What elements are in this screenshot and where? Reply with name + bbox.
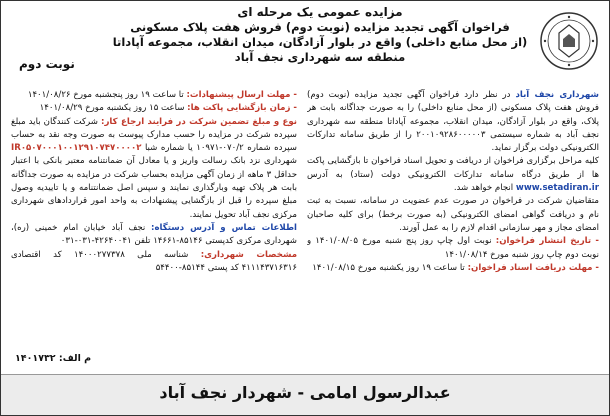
open-heading: - زمان بازگشایی پاکت ها: [187, 103, 297, 114]
contact-heading: اطلاعات تماس و آدرس دستگاه: [151, 222, 297, 233]
specs-heading: مشخصات شهرداری: [200, 249, 297, 260]
header [1, 5, 609, 71]
website-link[interactable]: www.setadiran.ir [515, 183, 599, 194]
contact-text: نجف آباد خیابان امام خمینی (ره)، شهرداری مرکزی کدپستی ۸۵۱۴۶-۱۴۶۶۱ تلفن ۴۲۶۴۰۰۴۱-۰۳۱-۰۳۱ [11, 222, 297, 247]
intro-paragraph [307, 89, 599, 155]
municipality-seal-icon [539, 11, 599, 71]
title-line-1: مزایده عمومی یک مرحله ای [237, 5, 403, 19]
guarantee-text-2: شهرداری نزد بانک رسالت واریز و یا معادل آن ضمانتنامه معتبر بانکی با اعتبار حداقل ۳ ماهه از زمان آگهی مزایده بحساب شرکت در مزایده به صورت جداگانه بابت هر پلاک تهیه وبارگذاری نمایند و سپس اصل ضمانتنامه و یا تاییدیه وصول مبلغ سپرده را قبل از بازگشایی پیشنهادات به واحد امور قراردادهای شهرداری مرکزی نجف آباد تحویل نمایند. [11, 156, 297, 220]
ad-code: م الف: ۱۴۰۱۷۳۲ [15, 353, 92, 364]
opening-time [11, 102, 297, 115]
mayor-signature: عبدالرسول امامی - شهردار نجف آباد [159, 383, 451, 402]
left-column [11, 89, 297, 367]
publish-heading: - تاریخ انتشار فراخوان: [495, 236, 599, 247]
registration-paragraph: متقاضیان شرکت در فراخوان در صورت عدم عضویت در سامانه، نسبت به ثبت نام و دریافت گواهی امضای الکترونیکی (به صورت برخط) برای کلیه صاحبان امضای مجاز و مهر سازمانی اقدام لازم را به عمل آورند. [307, 196, 599, 233]
receive-text: تا ساعت ۱۹ روز یکشنبه مورخ ۱۴۰۱/۰۸/۱۵ [312, 262, 468, 273]
receive-heading: - مهلت دریافت اسناد فراخوان: [467, 262, 599, 273]
round-label: نوبت دوم [19, 57, 75, 71]
guarantee-heading: نوع و مبلغ تضمین شرکت در فرایند ارجاع کار: [101, 116, 297, 127]
title-line-3: (از محل منابع داخلی) واقع در بلوار آزادگان، میدان انقلاب، مجموعه آپاداتا [112, 35, 528, 49]
publish-date-2: و نوبت دوم چاپ روز شنبه مورخ ۱۴۰۱/۰۸/۱۴ [307, 236, 599, 260]
guarantee-paragraph [11, 116, 297, 222]
publish-date-1: نوبت اول چاپ روز پنج شنبه مورخ ۱۴۰۱/۰۸/۰۵ [315, 236, 492, 247]
right-column [307, 89, 599, 367]
send-text: تا ساعت ۱۹ روز پنجشنبه مورخ ۱۴۰۱/۰۸/۲۶ [27, 90, 187, 100]
send-deadline [11, 89, 297, 102]
send-heading: - مهلت ارسال پیشنهادات: [186, 90, 297, 100]
publish-dates [307, 235, 599, 262]
footer [1, 353, 609, 415]
guarantee-text-1: شرکت کنندگان باید مبلغ سپرده شرکت در مزایده را حسب مدارک پیوست به صورت وجه نقد به حساب سپرده شماره ۰۷۰/۲-۱۰۹۷۱ یا شماره شبا [11, 116, 297, 154]
specs-paragraph [11, 249, 297, 276]
municipality-name: شهرداری نجف آباد [515, 90, 599, 100]
title-line-4: منطقه سه شهرداری نجف آباد [234, 50, 406, 64]
iban-number: IR۰۵۰۷۰۰۰۱۰۰۱۲۹۱۰۷۴۷۰۰۰۰۲ [11, 143, 142, 154]
process-end: انجام خواهد شد. [453, 183, 516, 194]
process-text: کلیه مراحل برگزاری فراخوان از دریافت و تحویل اسناد فراخوان تا بازگشایی پاکت ها از طریق درگاه سامانه تدارکات الکترونیکی دولت (ستاد) به آدرس [307, 156, 599, 180]
receive-deadline [307, 262, 599, 275]
process-paragraph [307, 155, 599, 195]
intro-text: در نظر دارد فراخوان آگهی تجدید مزایده (نوبت دوم) فروش هفت پلاک مسکونی (از محل منابع داخلی) را به صورت جداگانه بابت هر پلاک، واقع در بلوار آزادگان، میدان انقلاب، مجموعه آپاداتا منطقه سه شهرداری نجف آباد به شماره سیستمی ۲۰۰۱۰۹۲۸۶۰۰۰۰۰۳ را از طریق سامانه تدارکات الکترونیکی دولت برگزار نماید. [307, 90, 599, 154]
contact-paragraph [11, 222, 297, 249]
specs-text: شناسه ملی ۱۴۰۰۰۲۷۷۳۷۸ کد اقتصادی ۴۱۱۱۴۳۷۱۶۳۱۶ کد پستی ۸۵۱۴۴-۵۴۴۰۰ [11, 249, 297, 273]
title-line-2: فراخوان آگهی تجدید مزایده (نوبت دوم) فروش هفت پلاک مسکونی [130, 20, 510, 34]
open-text: ساعت ۱۵ روز یکشنبه مورخ ۱۴۰۱/۰۸/۲۹ [39, 103, 188, 114]
